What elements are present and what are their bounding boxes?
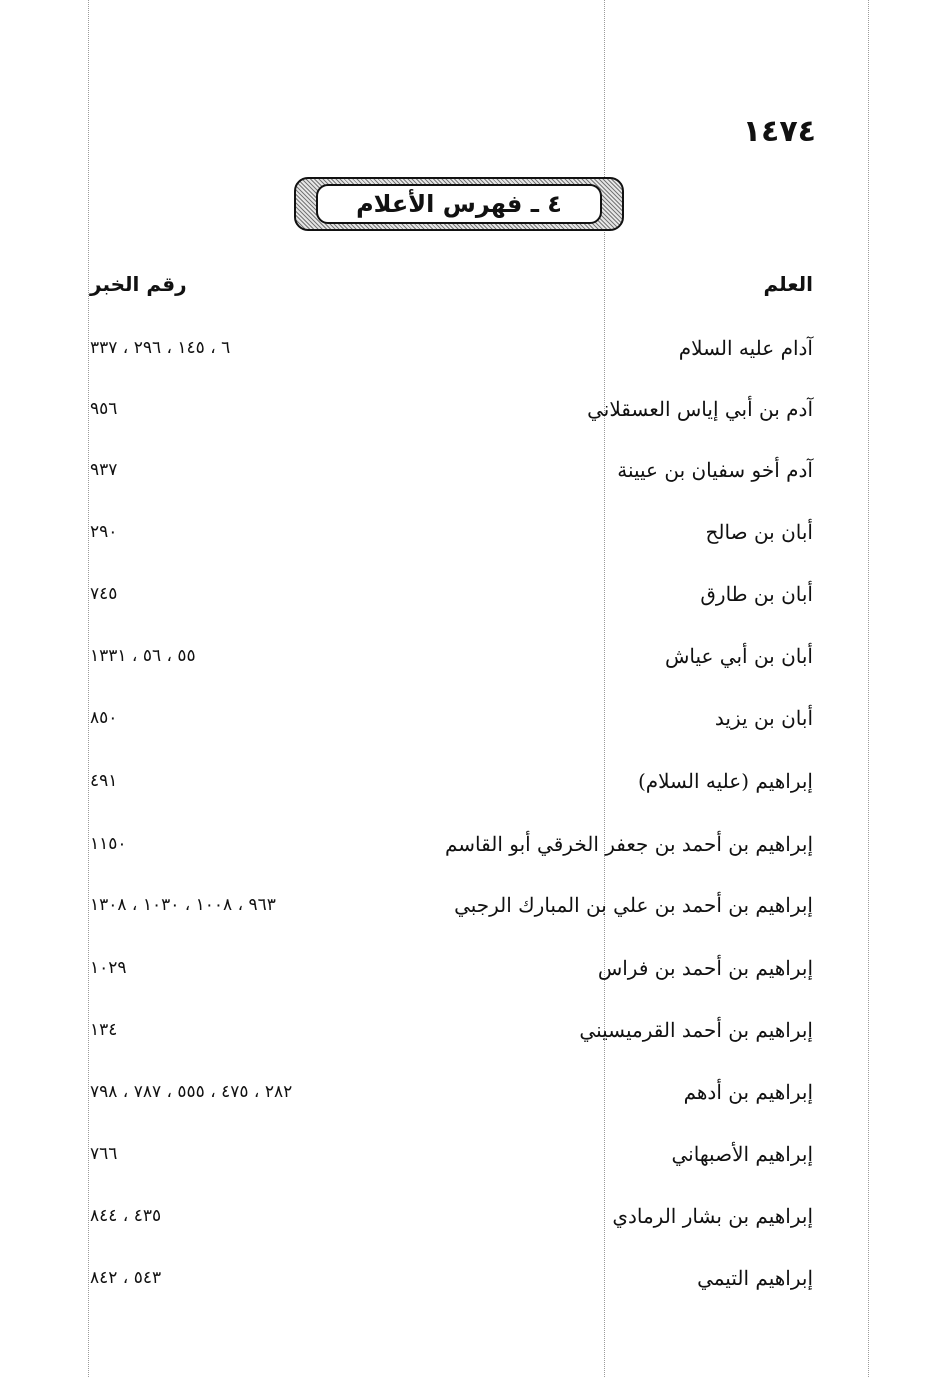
index-entry <box>90 700 813 740</box>
entry-refs: ٧٤٥ <box>90 584 118 604</box>
entry-name: إبراهيم بن أحمد بن فراس <box>597 956 813 980</box>
scan-guide-line-right <box>868 0 869 1377</box>
entry-name: أبان بن يزيد <box>714 706 813 730</box>
entry-refs: ٩٣٧ <box>90 460 118 480</box>
entry-name: أبان بن صالح <box>705 520 813 544</box>
entry-refs: ٧٦٦ <box>90 1144 118 1164</box>
scan-guide-line-left <box>88 0 89 1377</box>
entry-refs: ٦ ، ١٤٥ ، ٢٩٦ ، ٣٣٧ <box>90 338 231 358</box>
index-entry <box>90 950 813 990</box>
title-frame <box>294 177 624 231</box>
entry-name: أبان بن أبي عياش <box>664 644 813 668</box>
name-column-header: العلم <box>763 272 813 296</box>
index-entry <box>90 1260 813 1300</box>
entry-name: إبراهيم بن أحمد القرميسيني <box>579 1018 813 1042</box>
entry-refs: ٩٦٣ ، ١٠٠٨ ، ١٠٣٠ ، ١٣٠٨ <box>90 895 276 915</box>
section-title: ٤ ـ فهرس الأعلام <box>316 184 602 224</box>
index-entry <box>90 1012 813 1052</box>
entry-name: إبراهيم بن أحمد بن علي بن المبارك الرجبي <box>454 893 813 917</box>
entry-name: آدم أخو سفيان بن عيينة <box>617 458 813 482</box>
entry-refs: ١١٥٠ <box>90 834 127 854</box>
index-entry <box>90 1198 813 1238</box>
index-entry <box>90 1074 813 1114</box>
index-entry <box>90 452 813 492</box>
entry-refs: ٩٥٦ <box>90 399 118 419</box>
index-entry <box>90 391 813 431</box>
entry-name: إبراهيم بن أحمد بن جعفر الخرقي أبو القاسم <box>444 832 813 856</box>
entry-name: إبراهيم بن أدهم <box>683 1080 813 1104</box>
number-column-header: رقم الخبر <box>90 272 187 296</box>
page-number: ١٤٧٤ <box>742 114 816 149</box>
entry-name: إبراهيم (عليه السلام) <box>637 769 813 793</box>
entry-name: آدم بن أبي إياس العسقلاني <box>587 397 813 421</box>
entry-name: أبان بن طارق <box>700 582 813 606</box>
index-entry <box>90 330 813 370</box>
index-entry <box>90 887 813 927</box>
index-entry <box>90 576 813 616</box>
entry-refs: ٢٨٢ ، ٤٧٥ ، ٥٥٥ ، ٧٨٧ ، ٧٩٨ <box>90 1082 293 1102</box>
index-entry <box>90 1136 813 1176</box>
entry-name: آدام عليه السلام <box>678 336 813 360</box>
entry-refs: ٥٤٣ ، ٨٤٢ <box>90 1268 162 1288</box>
entry-refs: ٨٥٠ <box>90 708 118 728</box>
index-entry <box>90 638 813 678</box>
entry-refs: ١٠٢٩ <box>90 958 127 978</box>
entry-refs: ٥٥ ، ٥٦ ، ١٣٣١ <box>90 646 196 666</box>
entry-name: إبراهيم التيمي <box>697 1266 813 1290</box>
entry-refs: ١٣٤ <box>90 1020 118 1040</box>
column-header-row <box>90 266 813 306</box>
entry-name: إبراهيم الأصبهاني <box>671 1142 813 1166</box>
entry-refs: ٢٩٠ <box>90 522 118 542</box>
index-entry <box>90 514 813 554</box>
entry-refs: ٤٣٥ ، ٨٤٤ <box>90 1206 162 1226</box>
entry-name: إبراهيم بن بشار الرمادي <box>612 1204 813 1228</box>
entry-refs: ٤٩١ <box>90 771 118 791</box>
index-entry <box>90 826 813 866</box>
index-entry <box>90 763 813 803</box>
